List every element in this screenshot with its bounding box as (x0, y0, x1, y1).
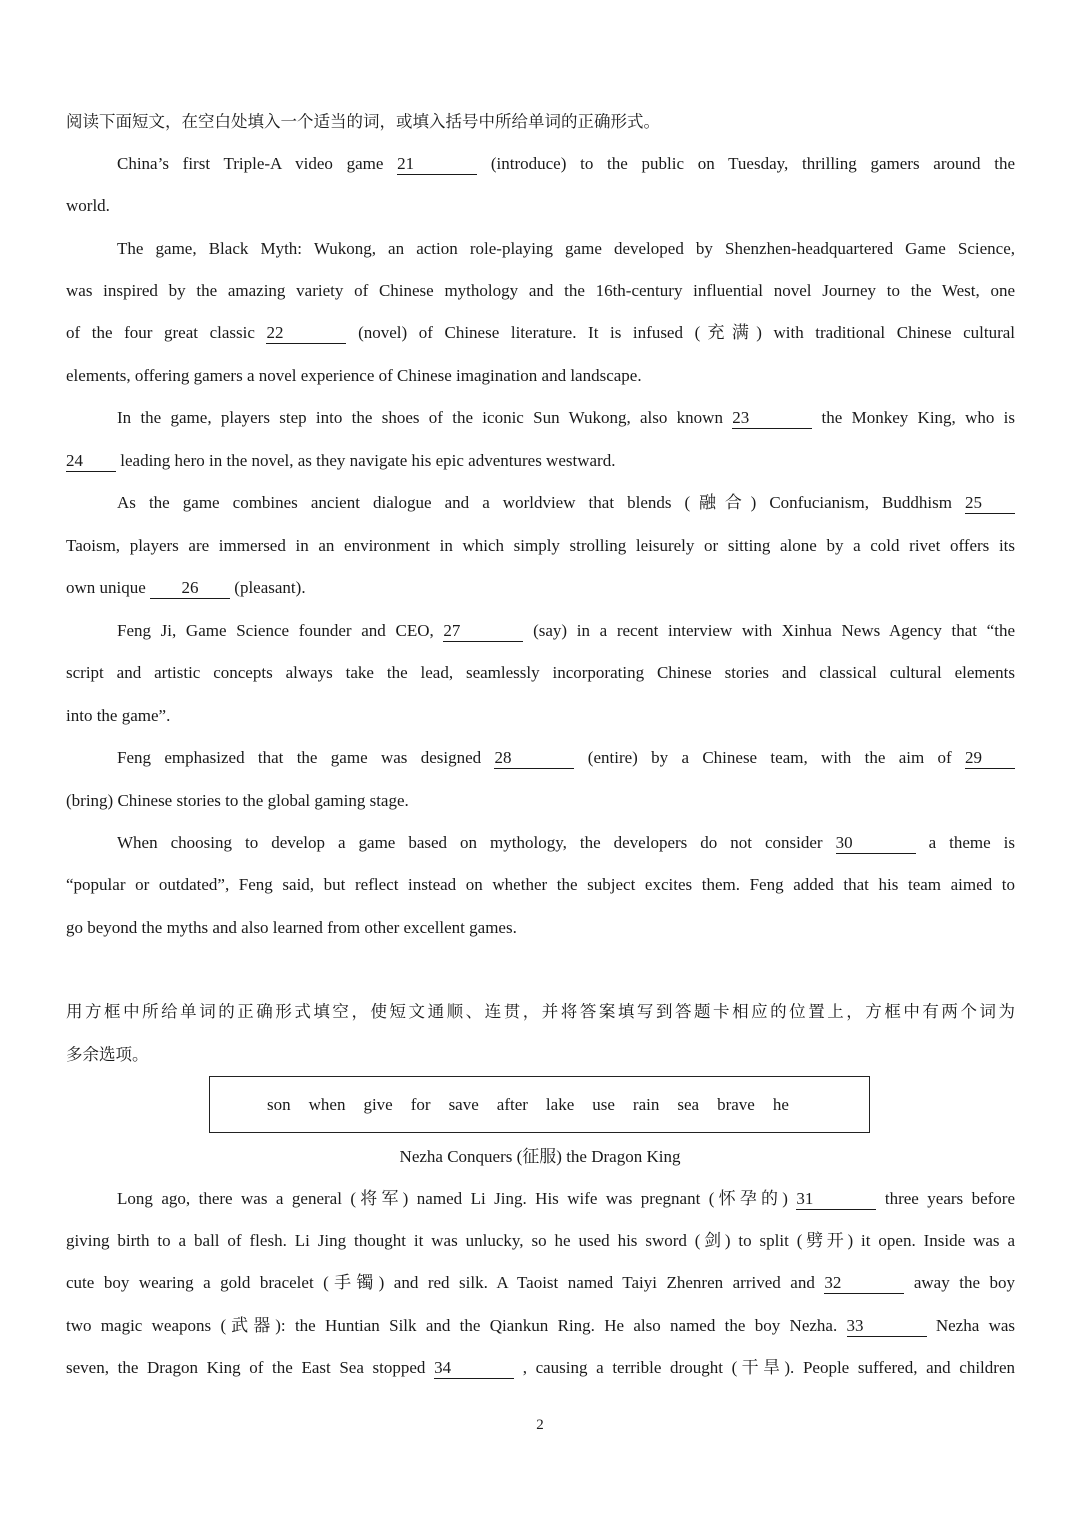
blank-32: 32 (824, 1273, 904, 1294)
blank-21: 21 (397, 154, 477, 175)
para2-line1: The game, Black Myth: Wukong, an action role-playing game developed by Shenzhen-headquartered Game Science, (117, 239, 1015, 258)
word-bank-item: save (448, 1094, 479, 1114)
word-bank-item: sea (677, 1094, 700, 1114)
para6-line1: Feng emphasized that the game was designed 28 (entire) by a Chinese team, with the aim of 29 (66, 745, 1015, 771)
blank-22: 22 (266, 323, 346, 344)
word-bank-item: give (363, 1094, 393, 1114)
section2-instruction-line1: 用方框中所给单词的正确形式填空，使短文通顺、连贯，并将答案填写到答题卡相应的位置上，方框中有两个词为 (66, 1002, 1015, 1021)
para1-line2: world. (66, 196, 110, 215)
blank-34: 34 (434, 1358, 514, 1379)
para5-line1: Feng Ji, Game Science founder and CEO, 27 (say) in a recent interview with Xinhua News Agency that “the (117, 621, 1015, 640)
blank-30: 30 (836, 833, 916, 854)
blank-27: 27 (443, 621, 523, 642)
passage-title: Nezha Conquers (征服) the Dragon King (399, 1147, 681, 1166)
word-bank-item: he (772, 1094, 789, 1114)
para2-line3: of the four great classic 22 (novel) of Chinese literature. It is infused (充满) with traditional Chinese cultural (66, 323, 1015, 342)
para4-line1: As the game combines ancient dialogue and a worldview that blends (融合) Confucianism, Buddhism 25 (66, 490, 1015, 516)
word-bank-item: after (496, 1094, 528, 1114)
word-bank-item: rain (632, 1094, 660, 1114)
para2-line2: was inspired by the amazing variety of Chinese mythology and the 16th-century influential novel Journey to the West, one (66, 281, 1015, 300)
word-bank-item: use (592, 1094, 615, 1114)
passage2-line3: cute boy wearing a gold bracelet (手镯) and red silk. A Taoist named Taiyi Zhenren arrived and 32 away the boy (66, 1273, 1015, 1292)
section2-instruction-line2: 多余选项。 (66, 1045, 149, 1064)
blank-29: 29 (965, 748, 1015, 769)
para2-line4: elements, offering gamers a novel experience of Chinese imagination and landscape. (66, 366, 642, 385)
passage2-line5: seven, the Dragon King of the East Sea stopped 34 , causing a terrible drought (干旱). People suffered, and children (66, 1358, 1015, 1377)
para7-line2: “popular or outdated”, Feng said, but reflect instead on whether the subject excites them. Feng added that his team aimed to (66, 875, 1015, 894)
word-bank-item: for (410, 1094, 431, 1114)
para4-line3: own unique 26 (pleasant). (66, 578, 306, 597)
para3-line2: 24 leading hero in the novel, as they navigate his epic adventures westward. (66, 451, 616, 470)
passage2-line2: giving birth to a ball of flesh. Li Jing thought it was unlucky, so he used his sword (剑) to split (劈开) it open. Inside was a (66, 1231, 1015, 1250)
blank-24: 24 (66, 451, 116, 472)
para5-line2: script and artistic concepts always take the lead, seamlessly incorporating Chinese stories and classical cultural elements (66, 663, 1015, 682)
blank-28: 28 (494, 748, 574, 769)
para4-line2: Taoism, players are immersed in an environment in which simply strolling leisurely or sitting alone by a cold rivet offers its (66, 536, 1015, 555)
para3-line1: In the game, players step into the shoes of the iconic Sun Wukong, also known 23 the Monkey King, who is (117, 408, 1015, 427)
blank-25: 25 (965, 493, 1015, 514)
word-bank-item: lake (545, 1094, 575, 1114)
blank-33: 33 (847, 1316, 927, 1337)
section1-instruction: 阅读下面短文，在空白处填入一个适当的词，或填入括号中所给单词的正确形式。 (66, 112, 660, 131)
blank-23: 23 (732, 408, 812, 429)
para7-line3: go beyond the myths and also learned from other excellent games. (66, 918, 517, 937)
para5-line3: into the game”. (66, 706, 171, 725)
para7-line1: When choosing to develop a game based on mythology, the developers do not consider 30 a theme is (117, 833, 1015, 852)
blank-31: 31 (796, 1189, 876, 1210)
word-bank-item: when (308, 1094, 346, 1114)
page-number: 2 (536, 1417, 544, 1433)
word-bank-item: brave (717, 1094, 755, 1114)
para1-line1: China’s first Triple-A video game 21 (introduce) to the public on Tuesday, thrilling gamers around the (117, 154, 1015, 173)
para6-line2: (bring) Chinese stories to the global gaming stage. (66, 791, 409, 810)
word-bank-item: son (267, 1094, 291, 1114)
passage2-line4: two magic weapons (武器): the Huntian Silk and the Qiankun Ring. He also named the boy Nezha. 33 Nezha was (66, 1316, 1015, 1335)
passage2-line1: Long ago, there was a general (将军) named Li Jing. His wife was pregnant (怀孕的) 31 three years before (117, 1189, 1015, 1208)
blank-26: 26 (150, 578, 230, 599)
word-bank-box (209, 1076, 870, 1133)
